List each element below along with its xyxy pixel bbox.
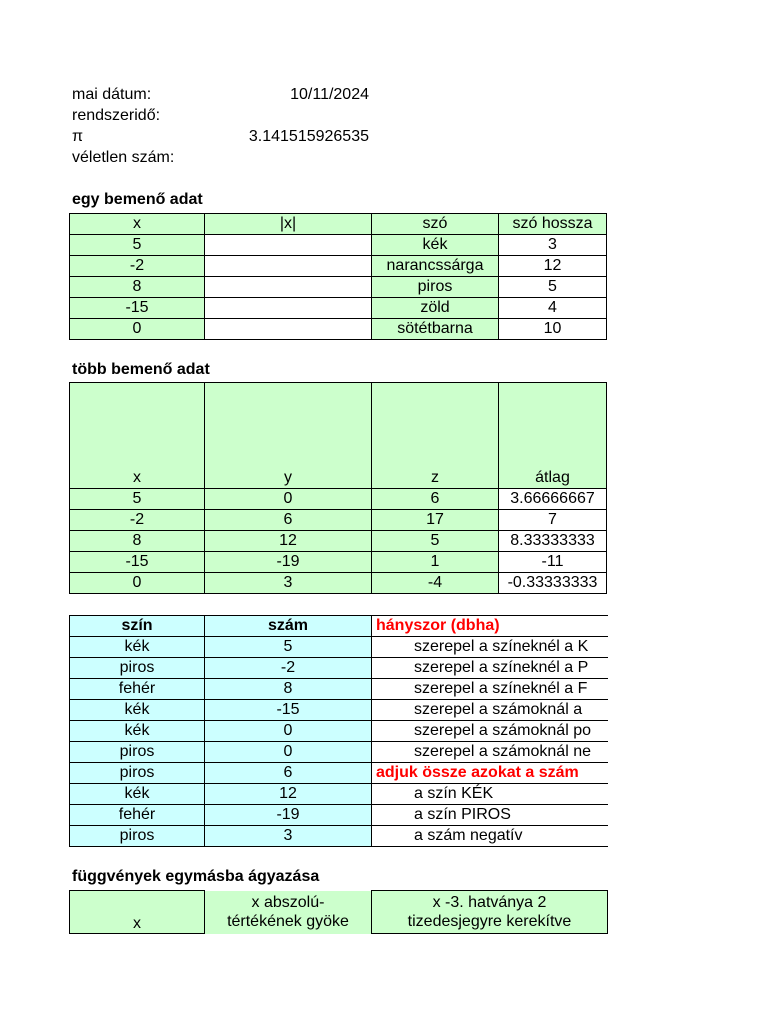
table-cell[interactable]: piros	[70, 763, 205, 784]
table-cell[interactable]	[205, 277, 372, 298]
table-cell[interactable]: 8	[70, 277, 205, 298]
column-header[interactable]: y	[205, 383, 372, 489]
table-cell[interactable]: szerepel a színeknél a P	[372, 658, 608, 679]
table-cell[interactable]: 0	[70, 319, 205, 340]
table-cell[interactable]: -4	[372, 573, 499, 594]
table-row	[70, 319, 607, 340]
table-cell[interactable]: -11	[499, 552, 607, 573]
table-cell[interactable]: 6	[205, 510, 372, 531]
table-cell[interactable]: fehér	[70, 805, 205, 826]
table-cell[interactable]: 7	[499, 510, 607, 531]
table-header-row	[70, 214, 607, 235]
table-cell[interactable]: 1	[372, 552, 499, 573]
column-header[interactable]: szín	[70, 616, 205, 637]
table-row	[70, 826, 608, 847]
table-row	[70, 298, 607, 319]
table-cell[interactable]: 3	[205, 573, 372, 594]
table-cell[interactable]: -2	[70, 256, 205, 277]
table-row	[70, 679, 608, 700]
pi-value: 3.141515926535	[248, 128, 369, 145]
column-header[interactable]: |x|	[205, 214, 372, 235]
column-header[interactable]: hányszor (dbha)	[372, 616, 608, 637]
table-cell[interactable]: szerepel a színeknél a F	[372, 679, 608, 700]
table-cell[interactable]: 3	[205, 826, 372, 847]
table-cell[interactable]: szerepel a számoknál a	[372, 700, 608, 721]
table-cell[interactable]: adjuk össze azokat a szám	[372, 763, 608, 784]
table-cell[interactable]: 17	[372, 510, 499, 531]
table-cell[interactable]: piros	[70, 658, 205, 679]
table-cell[interactable]: 6	[205, 763, 372, 784]
table-row	[70, 742, 608, 763]
table-cell[interactable]: 0	[70, 573, 205, 594]
column-header[interactable]: x	[70, 214, 205, 235]
table-cell[interactable]: szerepel a színeknél a K	[372, 637, 608, 658]
table-cell[interactable]: 5	[70, 235, 205, 256]
table-row	[70, 489, 607, 510]
table-row	[70, 784, 608, 805]
column-header[interactable]: szó hossza	[499, 214, 607, 235]
table-cell[interactable]: 6	[372, 489, 499, 510]
table-cell[interactable]: 4	[499, 298, 607, 319]
table-cell[interactable]: 12	[205, 531, 372, 552]
table-row	[70, 531, 607, 552]
table-cell[interactable]: zöld	[372, 298, 499, 319]
table-cell[interactable]: a szín PIROS	[372, 805, 608, 826]
table-cell[interactable]: 3.66666667	[499, 489, 607, 510]
table-cell[interactable]: -15	[70, 552, 205, 573]
table-row	[70, 637, 608, 658]
table-row	[70, 805, 608, 826]
table-header-row	[70, 383, 607, 489]
table-row	[70, 235, 607, 256]
table-cell[interactable]: -2	[205, 658, 372, 679]
table-cell[interactable]	[205, 256, 372, 277]
nested-header-x[interactable]: x	[70, 891, 205, 934]
table-cell[interactable]: -19	[205, 552, 372, 573]
table-cell[interactable]: a szám negatív	[372, 826, 608, 847]
table-cell[interactable]: kék	[70, 700, 205, 721]
table-cell[interactable]: 5	[372, 531, 499, 552]
table-cell[interactable]	[205, 298, 372, 319]
table-cell[interactable]: 5	[205, 637, 372, 658]
table-cell[interactable]: szerepel a számoknál ne	[372, 742, 608, 763]
table-cell[interactable]: kék	[70, 784, 205, 805]
random-label: véletlen szám:	[72, 149, 175, 166]
table-cell[interactable]: sötétbarna	[372, 319, 499, 340]
table-row	[70, 658, 608, 679]
table-cell[interactable]: 0	[205, 489, 372, 510]
table-cell[interactable]: -19	[205, 805, 372, 826]
table-row	[70, 763, 608, 784]
table-row	[70, 700, 608, 721]
nested-header-power-round[interactable]: x -3. hatványa 2 tizedesjegyre kerekítve	[372, 891, 608, 934]
table-cell[interactable]: 0	[205, 721, 372, 742]
pi-label: π	[72, 128, 84, 145]
date-label: mai dátum:	[72, 86, 152, 103]
column-header[interactable]: x	[70, 383, 205, 489]
table-cell[interactable]	[205, 235, 372, 256]
section-heading-multi-input: több bemenő adat	[72, 361, 210, 378]
table-cell[interactable]: -0.33333333	[499, 573, 607, 594]
nested-functions-table	[69, 890, 608, 934]
section-heading-single-input: egy bemenő adat	[72, 191, 203, 208]
table-cell[interactable]: kék	[70, 637, 205, 658]
column-header[interactable]: átlag	[499, 383, 607, 489]
table-cell[interactable]: 8.33333333	[499, 531, 607, 552]
color-number-table	[69, 615, 608, 847]
table-cell[interactable]: 5	[499, 277, 607, 298]
section-heading-nested-functions: függvények egymásba ágyazása	[72, 868, 320, 885]
table-row	[70, 256, 607, 277]
nested-header-sqrt-abs[interactable]: x abszolú- tértékének gyöke	[205, 891, 372, 934]
table-cell[interactable]: 0	[205, 742, 372, 763]
table-cell[interactable]: a szín KÉK	[372, 784, 608, 805]
table-row	[70, 277, 607, 298]
table-cell[interactable]: piros	[70, 826, 205, 847]
table-cell[interactable]: fehér	[70, 679, 205, 700]
table-cell[interactable]	[205, 319, 372, 340]
table-row	[70, 573, 607, 594]
single-input-table	[69, 213, 607, 340]
table-cell[interactable]: 8	[70, 531, 205, 552]
table-cell[interactable]: 5	[70, 489, 205, 510]
table-row	[70, 552, 607, 573]
table-header-row	[70, 616, 608, 637]
table-cell[interactable]: szerepel a számoknál po	[372, 721, 608, 742]
table-cell[interactable]: piros	[70, 742, 205, 763]
table-cell[interactable]: 12	[205, 784, 372, 805]
table-cell[interactable]: kék	[70, 721, 205, 742]
column-header[interactable]: szám	[205, 616, 372, 637]
table-cell[interactable]: 3	[499, 235, 607, 256]
date-value: 10/11/2024	[290, 86, 369, 103]
table-cell[interactable]: 10	[499, 319, 607, 340]
table-row	[70, 510, 607, 531]
table-cell[interactable]: kék	[372, 235, 499, 256]
table-cell[interactable]: -15	[70, 298, 205, 319]
table-cell[interactable]: narancssárga	[372, 256, 499, 277]
systime-label: rendszeridő:	[72, 107, 161, 124]
column-header[interactable]: szó	[372, 214, 499, 235]
table-cell[interactable]: piros	[372, 277, 499, 298]
table-cell[interactable]: 8	[205, 679, 372, 700]
table-cell[interactable]: 12	[499, 256, 607, 277]
table-cell[interactable]: -15	[205, 700, 372, 721]
multi-input-table	[69, 382, 607, 594]
column-header[interactable]: z	[372, 383, 499, 489]
table-cell[interactable]: -2	[70, 510, 205, 531]
table-row	[70, 721, 608, 742]
